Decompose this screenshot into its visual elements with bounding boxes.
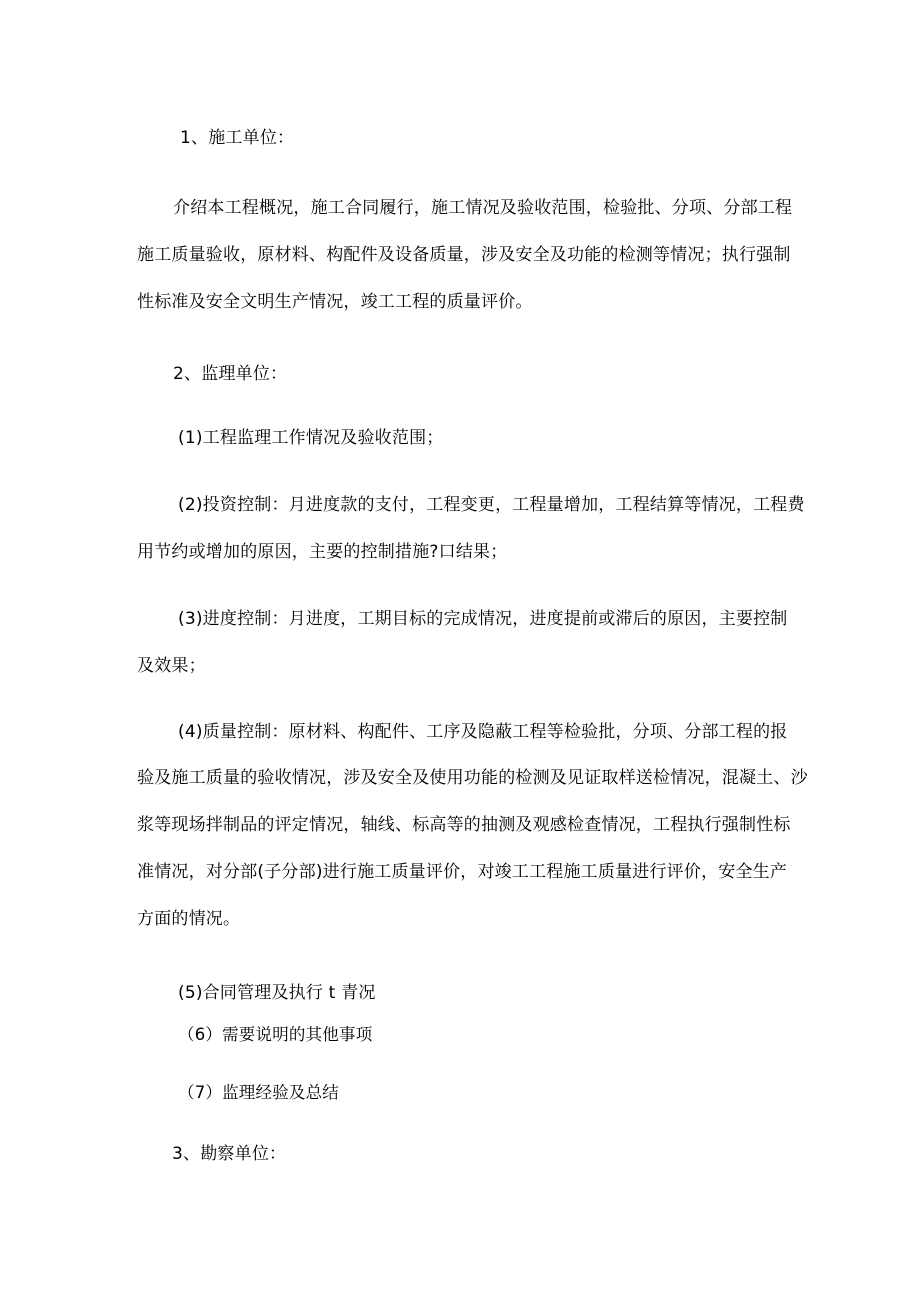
heading-supervision-unit: 2、监理单位：	[173, 364, 288, 384]
list-item-4-line: (4)质量控制：原材料、构配件、工序及隐蔽工程等检验批，分项、分部工程的报	[178, 722, 788, 742]
paragraph-line: 施工质量验收，原材料、构配件及设备质量，涉及安全及功能的检测等情况；执行强制	[137, 245, 791, 265]
paragraph-line: 介绍本工程概况，施工合同履行，施工情况及验收范围，检验批、分项、分部工程	[173, 198, 793, 218]
list-item-4-line: 准情况，对分部(子分部)进行施工质量评价，对竣工工程施工质量进行评价，安全生产	[137, 862, 788, 882]
list-item-2-line: 用节约或增加的原因，主要的控制措施?口结果；	[137, 542, 508, 562]
list-item-5: (5)合同管理及执行 t 青况	[178, 983, 376, 1003]
list-item-3-line: 及效果；	[137, 656, 206, 676]
list-item-3-line: (3)进度控制：月进度，工期目标的完成情况，进度提前或滞后的原因，主要控制	[178, 609, 788, 629]
list-item-2-line: (2)投资控制：月进度款的支付，工程变更，工程量增加，工程结算等情况，工程费	[178, 495, 805, 515]
list-item-7: （7）监理经验及总结	[178, 1083, 339, 1102]
heading-survey-unit: 3、勘察单位：	[172, 1144, 287, 1164]
list-item-4-line: 浆等现场拌制品的评定情况，轴线、标高等的抽测及观感检查情况，工程执行强制性标	[137, 815, 791, 835]
paragraph-line: 性标准及安全文明生产情况，竣工工程的质量评价。	[137, 292, 533, 312]
heading-construction-unit: 1、施工单位：	[180, 128, 295, 148]
list-item-4-line: 验及施工质量的验收情况，涉及安全及使用功能的检测及见证取样送检情况，混凝土、沙	[137, 768, 808, 788]
list-item-6: （6）需要说明的其他事项	[178, 1025, 373, 1044]
list-item-1: (1)工程监理工作情况及验收范围；	[178, 428, 444, 448]
list-item-4-line: 方面的情况。	[137, 909, 241, 929]
